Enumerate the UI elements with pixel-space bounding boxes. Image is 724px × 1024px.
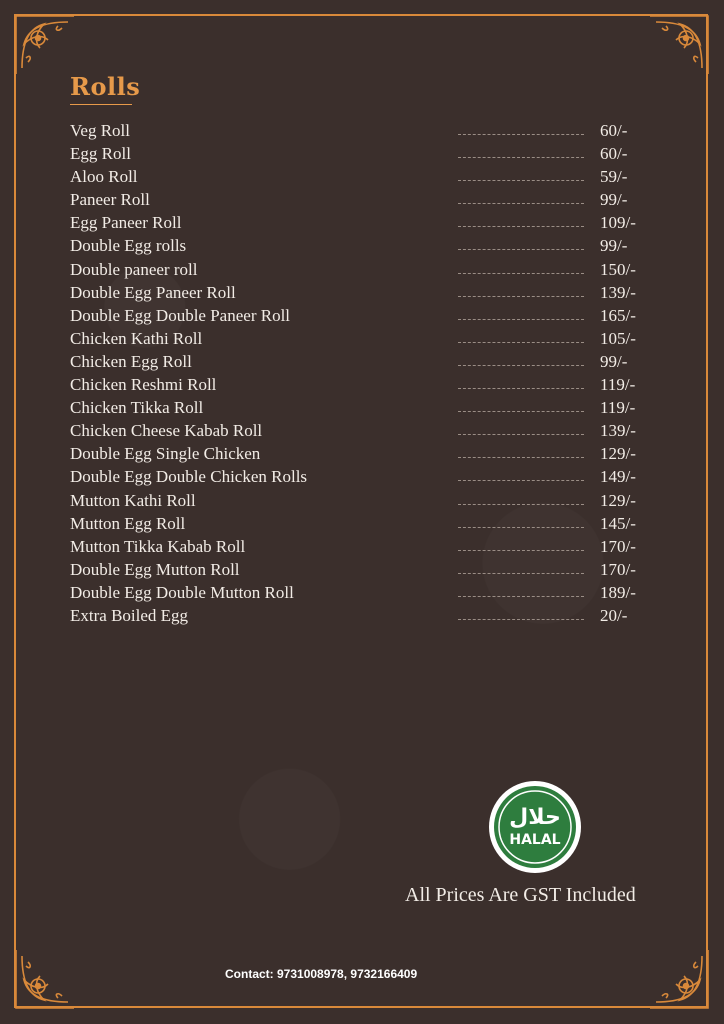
menu-item-row — [70, 258, 670, 281]
menu-item-row — [70, 350, 670, 373]
menu-item-name: Double Egg Double Mutton Roll — [70, 582, 294, 602]
menu-item-name: Extra Boiled Egg — [70, 605, 189, 625]
menu-item-price: 150/- — [600, 259, 636, 279]
menu-item-row — [70, 512, 670, 535]
dotted-leader — [458, 273, 584, 274]
menu-item-name: Aloo Roll — [70, 167, 138, 187]
menu-item-price: 189/- — [600, 582, 636, 602]
dotted-leader — [458, 157, 584, 158]
dotted-leader — [458, 550, 584, 551]
menu-item-row — [70, 234, 670, 257]
menu-item-row — [70, 396, 670, 419]
menu-item-row — [70, 373, 670, 396]
menu-item-row — [70, 165, 670, 188]
menu-item-name: Egg Paneer Roll — [70, 213, 182, 233]
dotted-leader — [458, 434, 584, 435]
section-title: Rolls — [70, 72, 141, 101]
menu-item-name: Mutton Egg Roll — [70, 513, 186, 533]
menu-item-name: Chicken Egg Roll — [70, 351, 192, 371]
menu-item-name: Double Egg Single Chicken — [70, 444, 261, 464]
menu-item-row — [70, 419, 670, 442]
menu-item-name: Chicken Cheese Kabab Roll — [70, 421, 263, 441]
menu-item-name: Double Egg Double Chicken Rolls — [70, 467, 308, 487]
menu-item-name: Mutton Tikka Kabab Roll — [70, 536, 246, 556]
dotted-leader — [458, 180, 584, 181]
menu-item-row — [70, 581, 670, 604]
dotted-leader — [458, 296, 584, 297]
contact-info: Contact: 9731008978, 9732166409 — [225, 967, 418, 981]
menu-item-name: Veg Roll — [70, 121, 130, 140]
dotted-leader — [458, 249, 584, 250]
menu-item-price: 59/- — [600, 167, 628, 187]
menu-item-price: 139/- — [600, 421, 636, 441]
dotted-leader — [458, 480, 584, 481]
ornament-corner-icon — [648, 948, 710, 1010]
dotted-leader — [458, 457, 584, 458]
menu-item-price: 165/- — [600, 305, 636, 325]
menu-item-row — [70, 489, 670, 512]
menu-item-name: Double Egg rolls — [70, 236, 187, 256]
dotted-leader — [458, 226, 584, 227]
menu-item-row — [70, 119, 670, 142]
menu-list — [70, 119, 670, 627]
menu-item-price: 99/- — [600, 351, 628, 371]
gst-note: All Prices Are GST Included — [405, 884, 636, 906]
menu-item-name: Double Egg Double Paneer Roll — [70, 305, 291, 325]
menu-item-name: Chicken Tikka Roll — [70, 398, 204, 418]
dotted-leader — [458, 527, 584, 528]
menu-item-price: 145/- — [600, 513, 636, 533]
dotted-leader — [458, 342, 584, 343]
dotted-leader — [458, 365, 584, 366]
dotted-leader — [458, 388, 584, 389]
menu-item-price: 60/- — [600, 121, 628, 140]
ornament-corner-icon — [14, 948, 76, 1010]
title-underline — [70, 104, 132, 105]
menu-item-name: Chicken Kathi Roll — [70, 328, 203, 348]
halal-label: HALAL — [509, 832, 561, 848]
menu-item-name: Egg Roll — [70, 144, 131, 164]
menu-item-name: Mutton Kathi Roll — [70, 490, 196, 510]
ornament-corner-icon — [14, 14, 76, 76]
dotted-leader — [458, 573, 584, 574]
dotted-leader — [458, 203, 584, 204]
menu-item-row — [70, 604, 670, 627]
ornament-corner-icon — [648, 14, 710, 76]
dotted-leader — [458, 619, 584, 620]
menu-item-row — [70, 142, 670, 165]
menu-item-price: 20/- — [600, 605, 628, 625]
menu-item-price: 109/- — [600, 213, 636, 233]
dotted-leader — [458, 319, 584, 320]
dotted-leader — [458, 411, 584, 412]
menu-item-name: Double Egg Paneer Roll — [70, 282, 236, 302]
dotted-leader — [458, 134, 584, 135]
menu-item-price: 139/- — [600, 282, 636, 302]
menu-item-name: Chicken Reshmi Roll — [70, 375, 217, 395]
halal-arabic-text: حلال — [509, 805, 561, 830]
menu-item-price: 105/- — [600, 328, 636, 348]
menu-item-row — [70, 535, 670, 558]
menu-item-price: 119/- — [600, 375, 636, 395]
dotted-leader — [458, 504, 584, 505]
menu-item-row — [70, 442, 670, 465]
menu-item-name: Paneer Roll — [70, 190, 150, 210]
dotted-leader — [458, 596, 584, 597]
menu-item-price: 170/- — [600, 559, 636, 579]
menu-item-price: 119/- — [600, 398, 636, 418]
menu-item-row — [70, 327, 670, 350]
menu-item-name: Double Egg Mutton Roll — [70, 559, 240, 579]
menu-item-price: 99/- — [600, 236, 628, 256]
menu-item-price: 99/- — [600, 190, 628, 210]
menu-item-row — [70, 558, 670, 581]
menu-item-price: 149/- — [600, 467, 636, 487]
menu-item-price: 60/- — [600, 144, 628, 164]
menu-item-row — [70, 304, 670, 327]
menu-item-row — [70, 281, 670, 304]
menu-item-price: 170/- — [600, 536, 636, 556]
menu-item-row — [70, 211, 670, 234]
menu-item-row — [70, 465, 670, 488]
menu-item-name: Double paneer roll — [70, 259, 198, 279]
halal-logo-icon — [488, 780, 582, 874]
menu-item-price: 129/- — [600, 490, 636, 510]
menu-item-price: 129/- — [600, 444, 636, 464]
menu-item-row — [70, 188, 670, 211]
